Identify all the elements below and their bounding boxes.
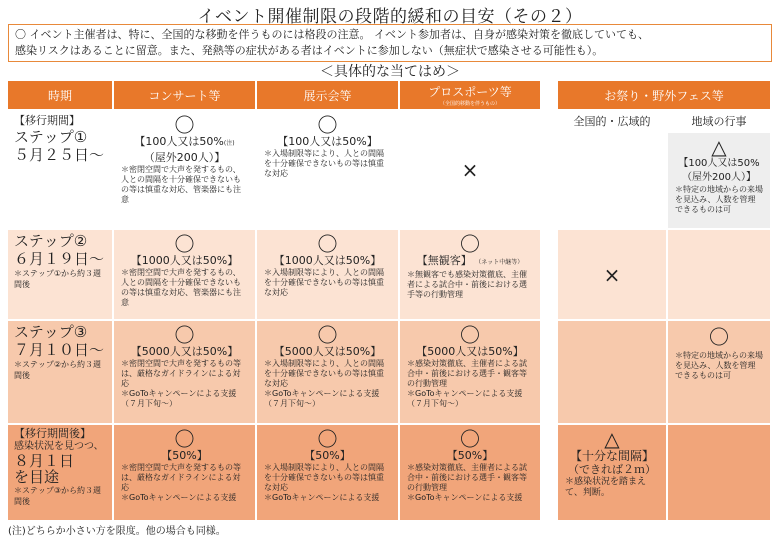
- notice-line-1: 〇 イベント主催者は、特に、全国的な移動を伴うものには格段の注意。 イベント参加者は、自身が感染対策を徹底していても、: [15, 28, 649, 41]
- row4-stage-date: ８月１日: [14, 452, 75, 470]
- row2-concert: [114, 230, 255, 319]
- row3-nationwide: [558, 321, 666, 423]
- row1-concert-cap: 【100人又は50%(注): [134, 135, 235, 148]
- row2-sports-cap: 【無観客】 （ネット中継等）: [416, 254, 524, 267]
- row3-sports-cap: 【5000人又は50%】: [416, 345, 524, 358]
- row2-concert-desc: ＊密閉空間で大声を発するもの、人との間隔を十分確保できないもの等は慎重な対応、管楽器にも注意: [121, 268, 241, 307]
- row4-concert: [114, 425, 255, 520]
- row4-fest-cap: 【十分な間隔】: [569, 449, 654, 463]
- row4-fest-desc: ＊感染状況を踏まえて、判断。: [565, 477, 647, 498]
- row3-period: [8, 321, 112, 423]
- row1-stage-label: 【移行期間】: [14, 114, 80, 127]
- row2-period: [8, 230, 112, 319]
- row1-period: [8, 111, 112, 228]
- row2-exhibit-cap: 【1000人又は50%】: [273, 254, 382, 267]
- row4-exhibit-cap: 【50%】: [304, 449, 351, 462]
- row3-exhibition: [257, 321, 398, 423]
- row1-concert: [114, 111, 255, 228]
- row3-exhibit-cap: 【5000人又は50%】: [273, 345, 382, 358]
- header-sports: [400, 81, 540, 109]
- subheader-nationwide: 全国的・広域的: [558, 111, 666, 131]
- circle-mark-icon: 〇: [709, 325, 729, 349]
- row1-nationwide: [558, 133, 666, 228]
- row2-nationwide: [558, 230, 666, 319]
- circle-mark-icon: 〇: [174, 232, 195, 256]
- circle-mark-icon: 〇: [317, 113, 338, 137]
- row3-exhibit-desc: ＊入場制限等により、人との間隔を十分確保できないもの等は慎重な対応: [264, 359, 384, 388]
- row1-local-cap: 【100人又は50%: [678, 158, 760, 169]
- row3-stage-date: ７月１０日～: [14, 341, 105, 359]
- row4-stage-label: 【移行期間後】: [14, 427, 91, 440]
- row3-exhibit-desc2: ＊GoToキャンペーンによる支援（７月下旬～）: [264, 389, 380, 408]
- row1-stage-step: ステップ①: [14, 128, 88, 146]
- row2-local: [668, 230, 770, 319]
- row2-sports-desc: ＊無観客でも感染対策徹底、主催者による試合中・前後における選手等の行動管理: [407, 270, 527, 299]
- row4-stage-note: ＊ステップ③から約３週間後: [14, 486, 102, 506]
- row1-local-desc: ＊特定の地域からの来場を見込み、人数を管理できるものは可: [675, 185, 763, 214]
- page-title: イベント開催制限の段階的緩和の目安（その２）: [197, 7, 583, 27]
- triangle-mark-icon: △: [711, 135, 727, 159]
- row4-sports-desc2: ＊GoToキャンペーンによる支援: [407, 493, 523, 502]
- row4-exhibit-desc: ＊入場制限等により、人との間隔を十分確保できないもの等は慎重な対応: [264, 463, 384, 492]
- row3-sports-desc2: ＊GoToキャンペーンによる支援（７月下旬～）: [407, 389, 523, 408]
- row3-concert-desc: ＊密閉空間で大声を発するもの等は、厳格なガイドラインによる対応: [121, 359, 241, 388]
- row1-exhibit-cap: 【100人又は50%】: [277, 135, 378, 148]
- row4-concert-cap: 【50%】: [161, 449, 208, 462]
- row3-concert-cap: 【5000人又は50%】: [130, 345, 239, 358]
- row3-local-desc: ＊特定の地域からの来場を見込み、人数を管理できるものは可: [675, 351, 763, 380]
- row2-stage-date: ６月１９日～: [14, 250, 105, 268]
- row2-sports: [400, 230, 540, 319]
- row3-stage-note: ＊ステップ②から約３週間後: [14, 360, 102, 380]
- row3-local: [668, 321, 770, 423]
- row3-sports: [400, 321, 540, 423]
- row2-concert-cap: 【1000人又は50%】: [130, 254, 239, 267]
- row1-local-cap2: （屋外200人）】: [681, 172, 757, 183]
- row3-concert: [114, 321, 255, 423]
- row4-festival: [558, 425, 666, 520]
- row4-exhibit-desc2: ＊GoToキャンペーンによる支援: [264, 493, 380, 502]
- row4-sports: [400, 425, 540, 520]
- row3-sports-desc: ＊感染対策徹底、主催者による試合中・前後における選手・観客等の行動管理: [407, 359, 527, 388]
- row2-stage-note: ＊ステップ①から約３週間後: [14, 269, 102, 289]
- row1-local: [668, 133, 770, 228]
- header-festival: お祭り・野外フェス等: [558, 81, 770, 109]
- circle-mark-icon: 〇: [174, 427, 195, 451]
- row4-concert-desc2: ＊GoToキャンペーンによる支援: [121, 493, 237, 502]
- header-period: 時期: [8, 81, 112, 109]
- circle-mark-icon: 〇: [317, 427, 338, 451]
- row1-concert-cap2: （屋外200人）】: [143, 151, 226, 164]
- header-concert: コンサート等: [114, 81, 255, 109]
- row1-concert-desc: ＊密閉空間で大声を発するもの、人との間隔を十分確保できないもの等は慎重な対応、管楽器にも注意: [121, 165, 241, 204]
- row4-exhibition: [257, 425, 398, 520]
- row4-fest-cap2: （できれば２ｍ）: [568, 463, 656, 476]
- triangle-mark-icon: △: [604, 427, 620, 451]
- header-exhibition: 展示会等: [257, 81, 398, 109]
- circle-mark-icon: 〇: [460, 427, 480, 451]
- row4-sports-cap: 【50%】: [446, 449, 494, 462]
- header-sports-label: プロスポーツ等: [428, 85, 512, 99]
- circle-mark-icon: 〇: [460, 232, 480, 256]
- row3-stage-step: ステップ③: [14, 323, 88, 341]
- row1-sports: [400, 111, 540, 228]
- row4-stage-target: を目途: [14, 468, 60, 486]
- subheader-local: 地域の行事: [668, 111, 770, 131]
- row1-exhibit-desc: ＊入場制限等により、人との間隔を十分確保できないもの等は慎重な対応: [264, 149, 384, 178]
- row4-stage-condition: 感染状況を見つつ、: [14, 441, 104, 452]
- row2-exhibition: [257, 230, 398, 319]
- notice-box: [8, 24, 772, 62]
- circle-mark-icon: 〇: [460, 323, 480, 347]
- header-sports-note: （全国的移動を伴うもの）: [439, 101, 500, 107]
- row2-exhibit-desc: ＊入場制限等により、人との間隔を十分確保できないもの等は慎重な対応: [264, 268, 384, 297]
- circle-mark-icon: 〇: [174, 113, 195, 137]
- row4-sports-desc: ＊感染対策徹底、主催者による試合中・前後における選手・観客等の行動管理: [407, 463, 527, 492]
- circle-mark-icon: 〇: [317, 232, 338, 256]
- cross-mark-icon: ×: [461, 157, 479, 182]
- footnote: (注)どちらか小さい方を限度。他の場合も同様。: [8, 526, 226, 537]
- section-subtitle: ＜具体的な当てはめ＞: [320, 64, 460, 80]
- row3-concert-desc2: ＊GoToキャンペーンによる支援（７月下旬～）: [121, 389, 237, 408]
- circle-mark-icon: 〇: [317, 323, 338, 347]
- notice-line-2: 感染リスクはあることに留意。また、発熱等の症状がある者はイベントに参加しない（無症状で感染させる可能性も）。: [15, 44, 604, 57]
- row1-stage-date: ５月２５日～: [14, 146, 105, 164]
- circle-mark-icon: 〇: [174, 323, 195, 347]
- row4-concert-desc: ＊密閉空間で大声を発するもの等は、厳格なガイドラインによる対応: [121, 463, 241, 492]
- row2-stage-step: ステップ②: [14, 232, 88, 250]
- row4-period: [8, 425, 112, 520]
- cross-mark-icon: ×: [603, 262, 621, 287]
- row4-local: [668, 425, 770, 520]
- row1-exhibition: [257, 111, 398, 228]
